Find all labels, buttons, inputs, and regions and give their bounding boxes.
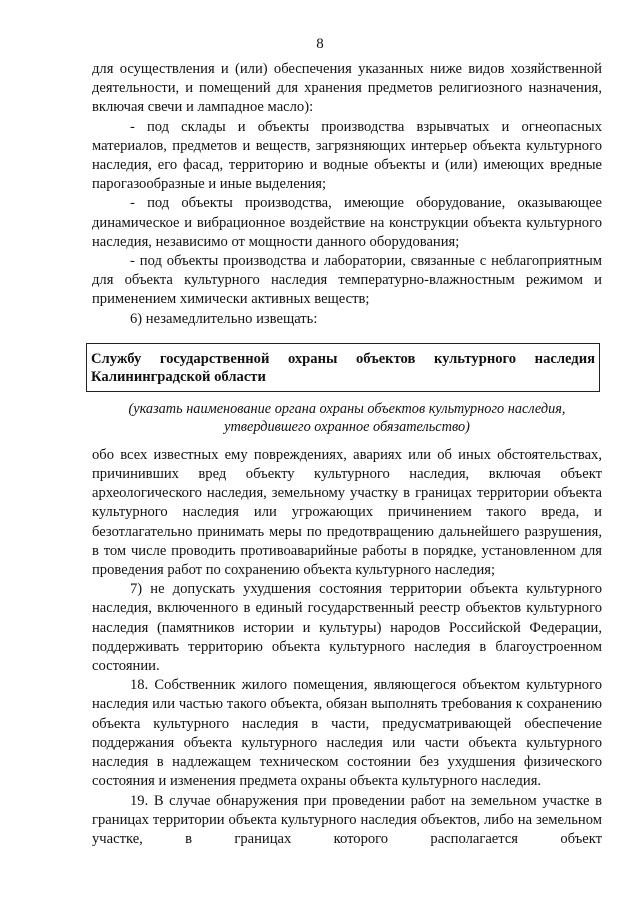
item-6-notify: 6) незамедлительно извещать: — [130, 310, 318, 327]
authority-hint — [92, 400, 602, 436]
bullet-vibration: - под объекты производства, имеющие оборудование, оказывающее динамическое и вибрационное воздействие на конструкции объекта культурного наследия, независимо от мощности данного оборудования; — [92, 195, 602, 250]
authority-line-1: Службу государственной охраны объектов культурного наследия — [91, 350, 595, 367]
notify-text-paragraph: обо всех известных ему повреждениях, авариях или об иных обстоятельствах, причинивших вред объекту культурного наследия, включая объект археологического наследия, земельному участку в границах территории объекта культурного наследия или угрожающих причинением такого вреда, и безотлагательно принимать меры по предотвращению дальнейшего разрушения, в том числе проводить противоаварийные работы в порядке, установленном для проведения работ по сохранению объекта культурного наследия; — [92, 446, 602, 579]
item-7-paragraph: 7) не допускать ухудшения состояния территории объекта культурного наследия, включенного в единый государственный реестр объектов культурного наследия (памятников истории и культуры) народов Российской Федерации, поддерживать территорию объекта культурного наследия в благоустроенном состоянии. — [92, 581, 602, 675]
document-body — [92, 60, 602, 849]
authority-hint-line-1: (указать наименование органа охраны объектов культурного наследия, — [128, 400, 566, 417]
bullet-laboratories: - под объекты производства и лаборатории, связанные с неблагоприятным для объекта культурного наследия температурно-влажностным режимом и применением химически активных веществ; — [92, 253, 602, 308]
bullet-storage: - под склады и объекты производства взрывчатых и огнеопасных материалов, предметов и веществ, загрязняющих интерьер объекта культурного наследия, его фасад, территорию и водные объекты и (или) имеющих вредные парогазообразные и иные выделения; — [92, 118, 602, 193]
authority-hint-line-2: утвердившего охранное обязательство) — [224, 418, 470, 435]
authority-box — [86, 343, 600, 392]
item-19-paragraph: 19. В случае обнаружения при проведении работ на земельном участке в границах территории объекта культурного наследия объектов, либо на земельном участке, в границах которого располагается объект — [92, 792, 602, 847]
authority-line-2: Калининградской области — [91, 368, 266, 385]
item-18-paragraph: 18. Собственник жилого помещения, являющегося объектом культурного наследия или частью такого объекта, обязан выполнять требования к сохранению объекта культурного наследия в части, предусматривающей обеспечение поддержания объекта культурного наследия или части объекта культурного наследия в надлежащем техническом состоянии без ухудшения физического состояния и изменения предмета охраны объекта культурного наследия. — [92, 677, 602, 790]
intro-paragraph: для осуществления и (или) обеспечения указанных ниже видов хозяйственной деятельности, и помещений для хранения предметов религиозного назначения, включая свечи и лампадное масло): — [92, 61, 602, 116]
page-number: 8 — [316, 36, 324, 52]
